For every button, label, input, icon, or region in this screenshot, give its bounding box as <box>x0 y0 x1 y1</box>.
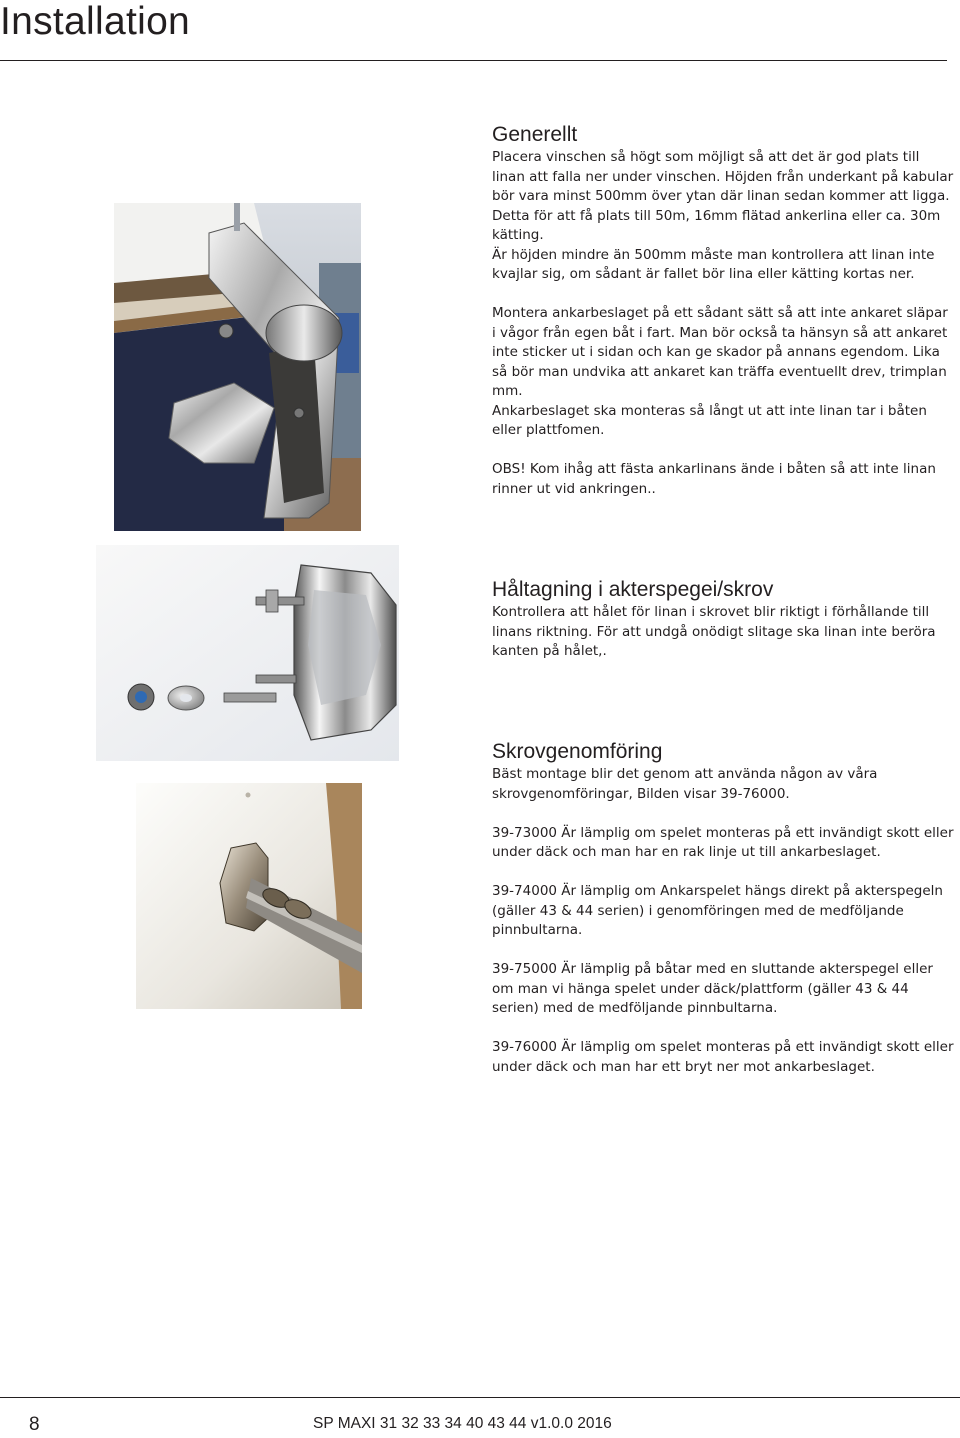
skrovgenomforing-paragraph-1: Bäst montage blir det genom att använda någon av våra skrovgenomföringar, Bilden visar 39-76000. <box>492 766 878 802</box>
hawse-fitting-illustration <box>96 545 399 761</box>
section-heading-generellt: Generellt <box>492 123 578 146</box>
section-heading-skrovgenomforing: Skrovgenomföring <box>492 740 663 763</box>
haltagning-paragraph-1: Kontrollera att hålet för linan i skrovet blir riktigt i förhållande till linans riktning. För att undgå onödigt slitage ska linan inte beröra kanten på hålet,. <box>492 604 936 659</box>
page-title: Installation <box>0 0 191 43</box>
page-number: 8 <box>29 1414 40 1435</box>
section-generellt <box>492 122 954 499</box>
hull-fitting-photo <box>136 783 362 1009</box>
section-haltagning <box>492 577 954 662</box>
footer-text: SP MAXI 31 32 33 34 40 43 44 v1.0.0 2016 <box>313 1415 612 1432</box>
title-rule <box>0 60 947 61</box>
generellt-paragraph-1: Placera vinschen så högt som möjligt så att det är god plats till linan att falla ner under vinschen. Höjden från underkant på kabular bör vara minst 500mm över ytan där linan sedan kommer att ligga. Detta för att få plats till 50m, 16mm flätad ankerlina eller ca. 30m kätting. <box>492 149 954 243</box>
skrovgenomforing-paragraph-4: 39-75000 Är lämplig på båtar med en sluttande akterspegel eller om man vi hänga spelet under däck/plattform (gäller 43 & 44 serien) med de medföljande pinnbultarna. <box>492 961 933 1016</box>
anchor-bracket-illustration <box>114 203 361 531</box>
section-heading-haltagning: Håltagning i akterspegei/skrov <box>492 578 774 601</box>
skrovgenomforing-paragraph-5: 39-76000 Är lämplig om spelet monteras på ett invändigt skott eller under däck och man har ett bryt ner mot ankarbeslaget. <box>492 1039 954 1075</box>
generellt-paragraph-3: Montera ankarbeslaget på ett sådant sätt så att inte ankaret släpar i vågor från egen båt i fart. Man bör också ta hänsyn så att ankaret inte sticker ut i sidan och kan ge skador på annans egendom. Lika så bör man undvika att ankaret kan träffa eventuellt drev, trimplan mm. <box>492 305 948 399</box>
generellt-paragraph-4: Ankarbeslaget ska monteras så långt ut att inte linan tar i båten eller plattfomen. <box>492 402 927 438</box>
footer-rule <box>0 1397 960 1398</box>
generellt-paragraph-2: Är höjden mindre än 500mm måste man kontrollera att linan inte kvajlar sig, om sådant är fallet bör lina eller kätting kortas ner. <box>492 246 935 282</box>
generellt-paragraph-obs: OBS! Kom ihåg att fästa ankarlinans ände i båten så att inte linan rinner ut vid ankringen.. <box>492 461 936 497</box>
hull-fitting-illustration <box>136 783 362 1009</box>
hawse-fitting-photo <box>96 545 399 761</box>
skrovgenomforing-paragraph-3: 39-74000 Är lämplig om Ankarspelet hängs direkt på akterspegeln (gäller 43 & 44 serien) i genomföringen med de medföljande pinnbultarna. <box>492 883 943 938</box>
anchor-bracket-photo <box>114 203 361 531</box>
skrovgenomforing-paragraph-2: 39-73000 Är lämplig om spelet monteras på ett invändigt skott eller under däck och man har en rak linje ut till ankarbeslaget. <box>492 824 954 860</box>
section-skrovgenomforing <box>492 739 954 1077</box>
